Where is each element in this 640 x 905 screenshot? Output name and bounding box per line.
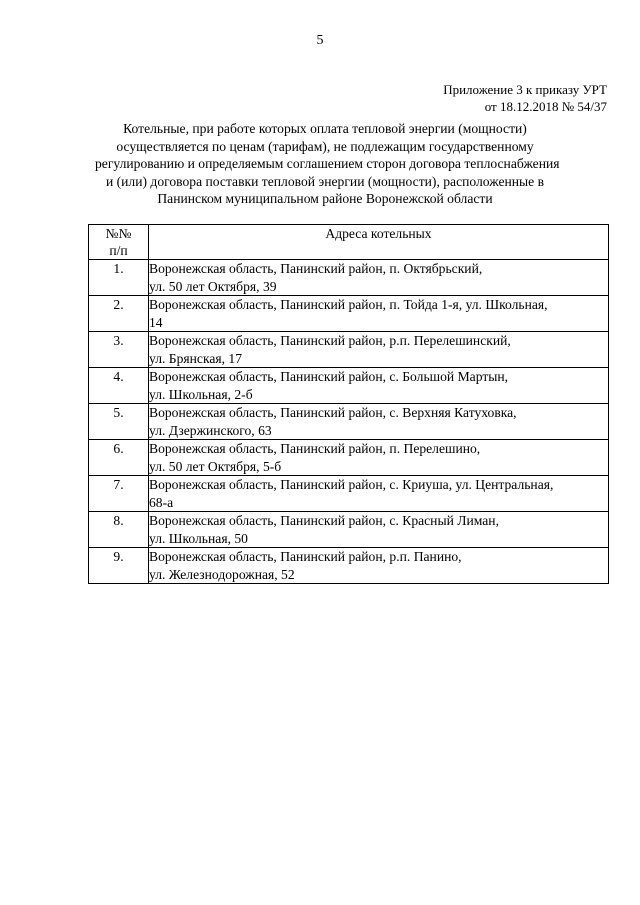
address-line-2: ул. Школьная, 50 [149, 530, 248, 546]
number-header-line-2: п/п [109, 243, 128, 258]
address-line-2: ул. Дзержинского, 63 [149, 422, 272, 438]
title-line: Котельные, при работе которых оплата тепловой энергии (мощности) [123, 121, 527, 136]
address-cell [149, 332, 609, 368]
address-line-1: Воронежская область, Панинский район, с. Криуша, ул. Центральная, [149, 477, 554, 492]
table-row [89, 440, 609, 476]
address-line-1: Воронежская область, Панинский район, с. Большой Мартын, [149, 369, 509, 384]
table-row [89, 368, 609, 404]
address-cell [149, 548, 609, 584]
address-line-2: ул. 50 лет Октября, 5-б [149, 458, 282, 474]
row-number: 8. [89, 512, 149, 548]
address-line-2: ул. Железнодорожная, 52 [149, 566, 295, 582]
table-row [89, 260, 609, 296]
table-row [89, 476, 609, 512]
address-column-header: Адреса котельных [149, 225, 609, 260]
title-line: и (или) договора поставки тепловой энергии (мощности), расположенные в [105, 173, 545, 189]
table-header-row [89, 225, 609, 260]
table-row [89, 512, 609, 548]
number-column-header [89, 225, 149, 260]
address-line-2: ул. Брянская, 17 [149, 350, 243, 366]
boiler-address-table [88, 224, 609, 584]
address-cell [149, 440, 609, 476]
title-line: осуществляется по ценам (тарифам), не подлежащим государственному [116, 138, 534, 154]
row-number: 3. [89, 332, 149, 368]
row-number: 2. [89, 296, 149, 332]
address-cell [149, 476, 609, 512]
address-line-1: Воронежская область, Панинский район, п. Тойда 1-я, ул. Школьная, [149, 297, 548, 312]
number-header-line-1: №№ [105, 226, 132, 241]
row-number: 9. [89, 548, 149, 584]
address-cell [149, 368, 609, 404]
row-number: 7. [89, 476, 149, 512]
address-cell [149, 512, 609, 548]
table-row [89, 296, 609, 332]
row-number: 4. [89, 368, 149, 404]
address-cell [149, 404, 609, 440]
page-number: 5 [316, 33, 324, 48]
address-line-1: Воронежская область, Панинский район, р.п. Перелешинский, [149, 333, 511, 348]
address-line-2: 14 [149, 314, 163, 330]
address-cell [149, 260, 609, 296]
address-line-1: Воронежская область, Панинский район, с. Красный Лиман, [149, 513, 499, 528]
document-title [95, 120, 560, 208]
table-row [89, 332, 609, 368]
address-line-2: 68-а [149, 494, 174, 510]
row-number: 6. [89, 440, 149, 476]
address-line-1: Воронежская область, Панинский район, с. Верхняя Катуховка, [149, 405, 517, 420]
appendix-line-2: от 18.12.2018 № 54/37 [484, 99, 607, 114]
appendix-line-1: Приложение 3 к приказу УРТ [443, 82, 607, 97]
address-line-2: ул. Школьная, 2-б [149, 386, 253, 402]
address-line-1: Воронежская область, Панинский район, п. Перелешино, [149, 441, 481, 456]
address-line-2: ул. 50 лет Октября, 39 [149, 278, 277, 294]
address-cell [149, 296, 609, 332]
title-line: регулированию и определяемым соглашением сторон договора теплоснабжения [95, 156, 560, 171]
table-row [89, 548, 609, 584]
row-number: 1. [89, 260, 149, 296]
table-row [89, 404, 609, 440]
address-line-1: Воронежская область, Панинский район, р.п. Панино, [149, 549, 462, 564]
appendix-reference [443, 81, 607, 115]
address-line-1: Воронежская область, Панинский район, п. Октябрьский, [149, 261, 483, 276]
row-number: 5. [89, 404, 149, 440]
title-line: Панинском муниципальном районе Воронежской области [157, 191, 493, 206]
